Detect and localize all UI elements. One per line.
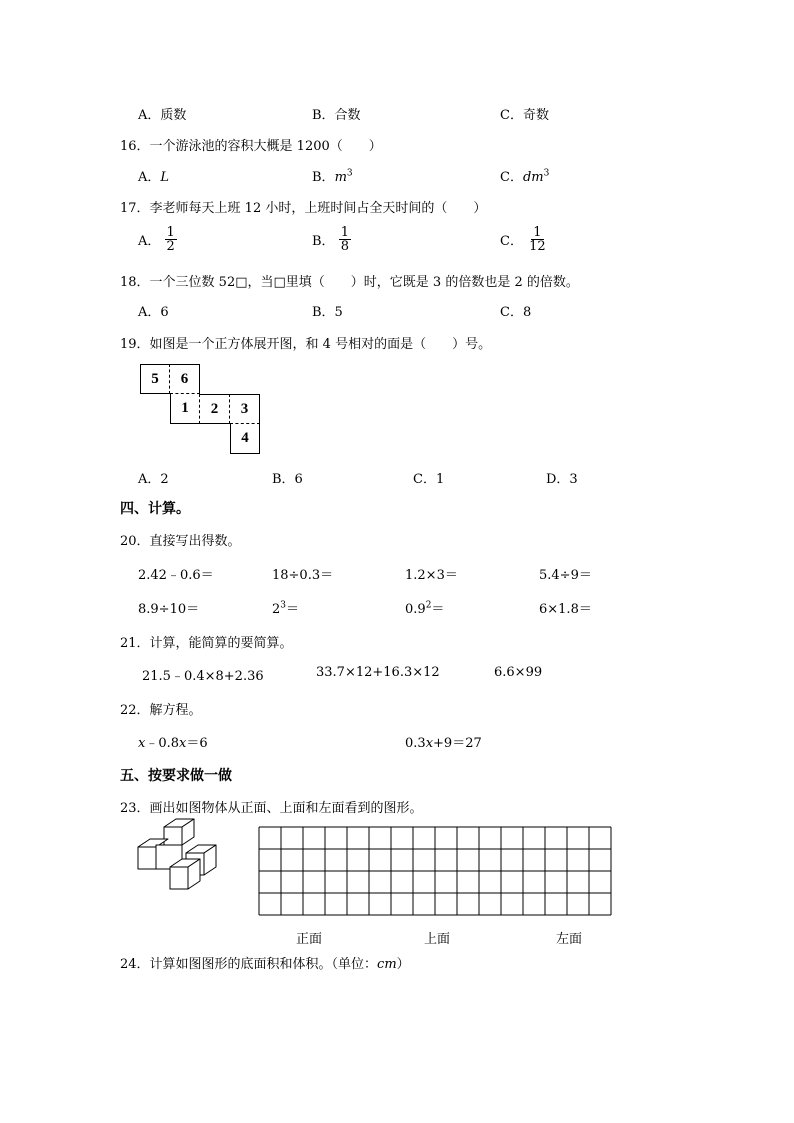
q18-option-b: B．5	[312, 305, 343, 320]
q20-item: 18÷0.3＝	[272, 568, 334, 583]
q16-option-b: B．$m^3$	[312, 168, 353, 185]
fraction: $\frac{1}{12}$	[529, 225, 546, 254]
grid-lines	[259, 827, 611, 915]
q20-item: 2.42﹣0.6＝	[138, 568, 214, 583]
q18-option-c: C．8	[500, 305, 532, 320]
cube-stack-figure	[134, 815, 226, 895]
section-4-heading: 四、计算。	[120, 501, 190, 517]
q20-item: 5.4÷9＝	[539, 568, 592, 583]
q17-option-b: B． $\frac{1}{8}$	[312, 225, 349, 254]
q20-item: $0.9^2=$	[405, 600, 445, 617]
q21-stem: 21．计算，能简算的要简算。	[120, 636, 293, 651]
q19-option-d: D．3	[546, 472, 578, 487]
q17-option-a: A． $\frac{1}{2}$	[138, 225, 175, 254]
q18-stem: 18．一个三位数 52□，当□里填（ ）时，它既是 3 的倍数也是 2 的倍数。	[120, 275, 579, 290]
net-face-5: 5	[140, 364, 170, 394]
q16-option-a: A．L	[138, 170, 170, 185]
net-face-4: 4	[230, 424, 260, 454]
fraction: $\frac{1}{8}$	[340, 225, 349, 254]
net-face-3: 3	[230, 394, 260, 424]
q20-item: 8.9÷10＝	[138, 602, 200, 617]
net-face-1: 1	[170, 394, 200, 424]
net-face-6: 6	[170, 364, 200, 394]
q16-stem: 16．一个游泳池的容积大概是 1200（ ）	[120, 139, 382, 154]
q20-item: 1.2×3＝	[405, 568, 458, 583]
cube-net-figure	[138, 362, 263, 455]
q18-option-a: A．6	[138, 305, 169, 320]
q15-option-b: B．合数	[312, 108, 361, 123]
q21-item: 21.5﹣0.4×8+2.36	[142, 669, 264, 684]
q23-stem: 23．画出如图物体从正面、上面和左面看到的图形。	[120, 801, 423, 816]
q20-stem: 20．直接写出得数。	[120, 534, 241, 549]
q19-option-c: C．1	[413, 472, 445, 487]
q19-option-b: B．6	[272, 472, 303, 487]
label-top-view: 上面	[424, 932, 451, 947]
q22-equation-2: 0.3x+9＝27	[405, 736, 482, 751]
fraction: $\frac{1}{2}$	[166, 225, 175, 254]
q22-equation-1: x﹣0.8x＝6	[138, 736, 208, 751]
q16-option-c: C．$dm^3$	[500, 168, 550, 185]
q19-stem: 19．如图是一个正方体展开图，和 4 号相对的面是（ ）号。	[120, 337, 492, 352]
label-front-view: 正面	[296, 932, 323, 947]
q20-item: $2^3=$	[272, 600, 300, 617]
q17-option-c: C． $\frac{1}{12}$	[500, 225, 546, 254]
section-5-heading: 五、按要求做一做	[120, 768, 232, 784]
q19-option-a: A．2	[138, 472, 169, 487]
q15-option-a: A．质数	[138, 108, 187, 123]
q17-stem: 17．李老师每天上班 12 小时，上班时间占全天时间的（ ）	[120, 201, 487, 216]
q21-item: 6.6×99	[494, 665, 543, 680]
q21-item: 33.7×12+16.3×12	[316, 665, 440, 680]
q24-stem: 24．计算如图图形的底面积和体积。（单位：cm）	[120, 957, 410, 972]
net-face-2: 2	[200, 394, 230, 424]
drawing-grid	[258, 826, 612, 916]
label-left-view: 左面	[556, 932, 583, 947]
q20-item: 6×1.8＝	[539, 602, 592, 617]
q22-stem: 22．解方程。	[120, 703, 202, 718]
q15-option-c: C．奇数	[500, 108, 549, 123]
